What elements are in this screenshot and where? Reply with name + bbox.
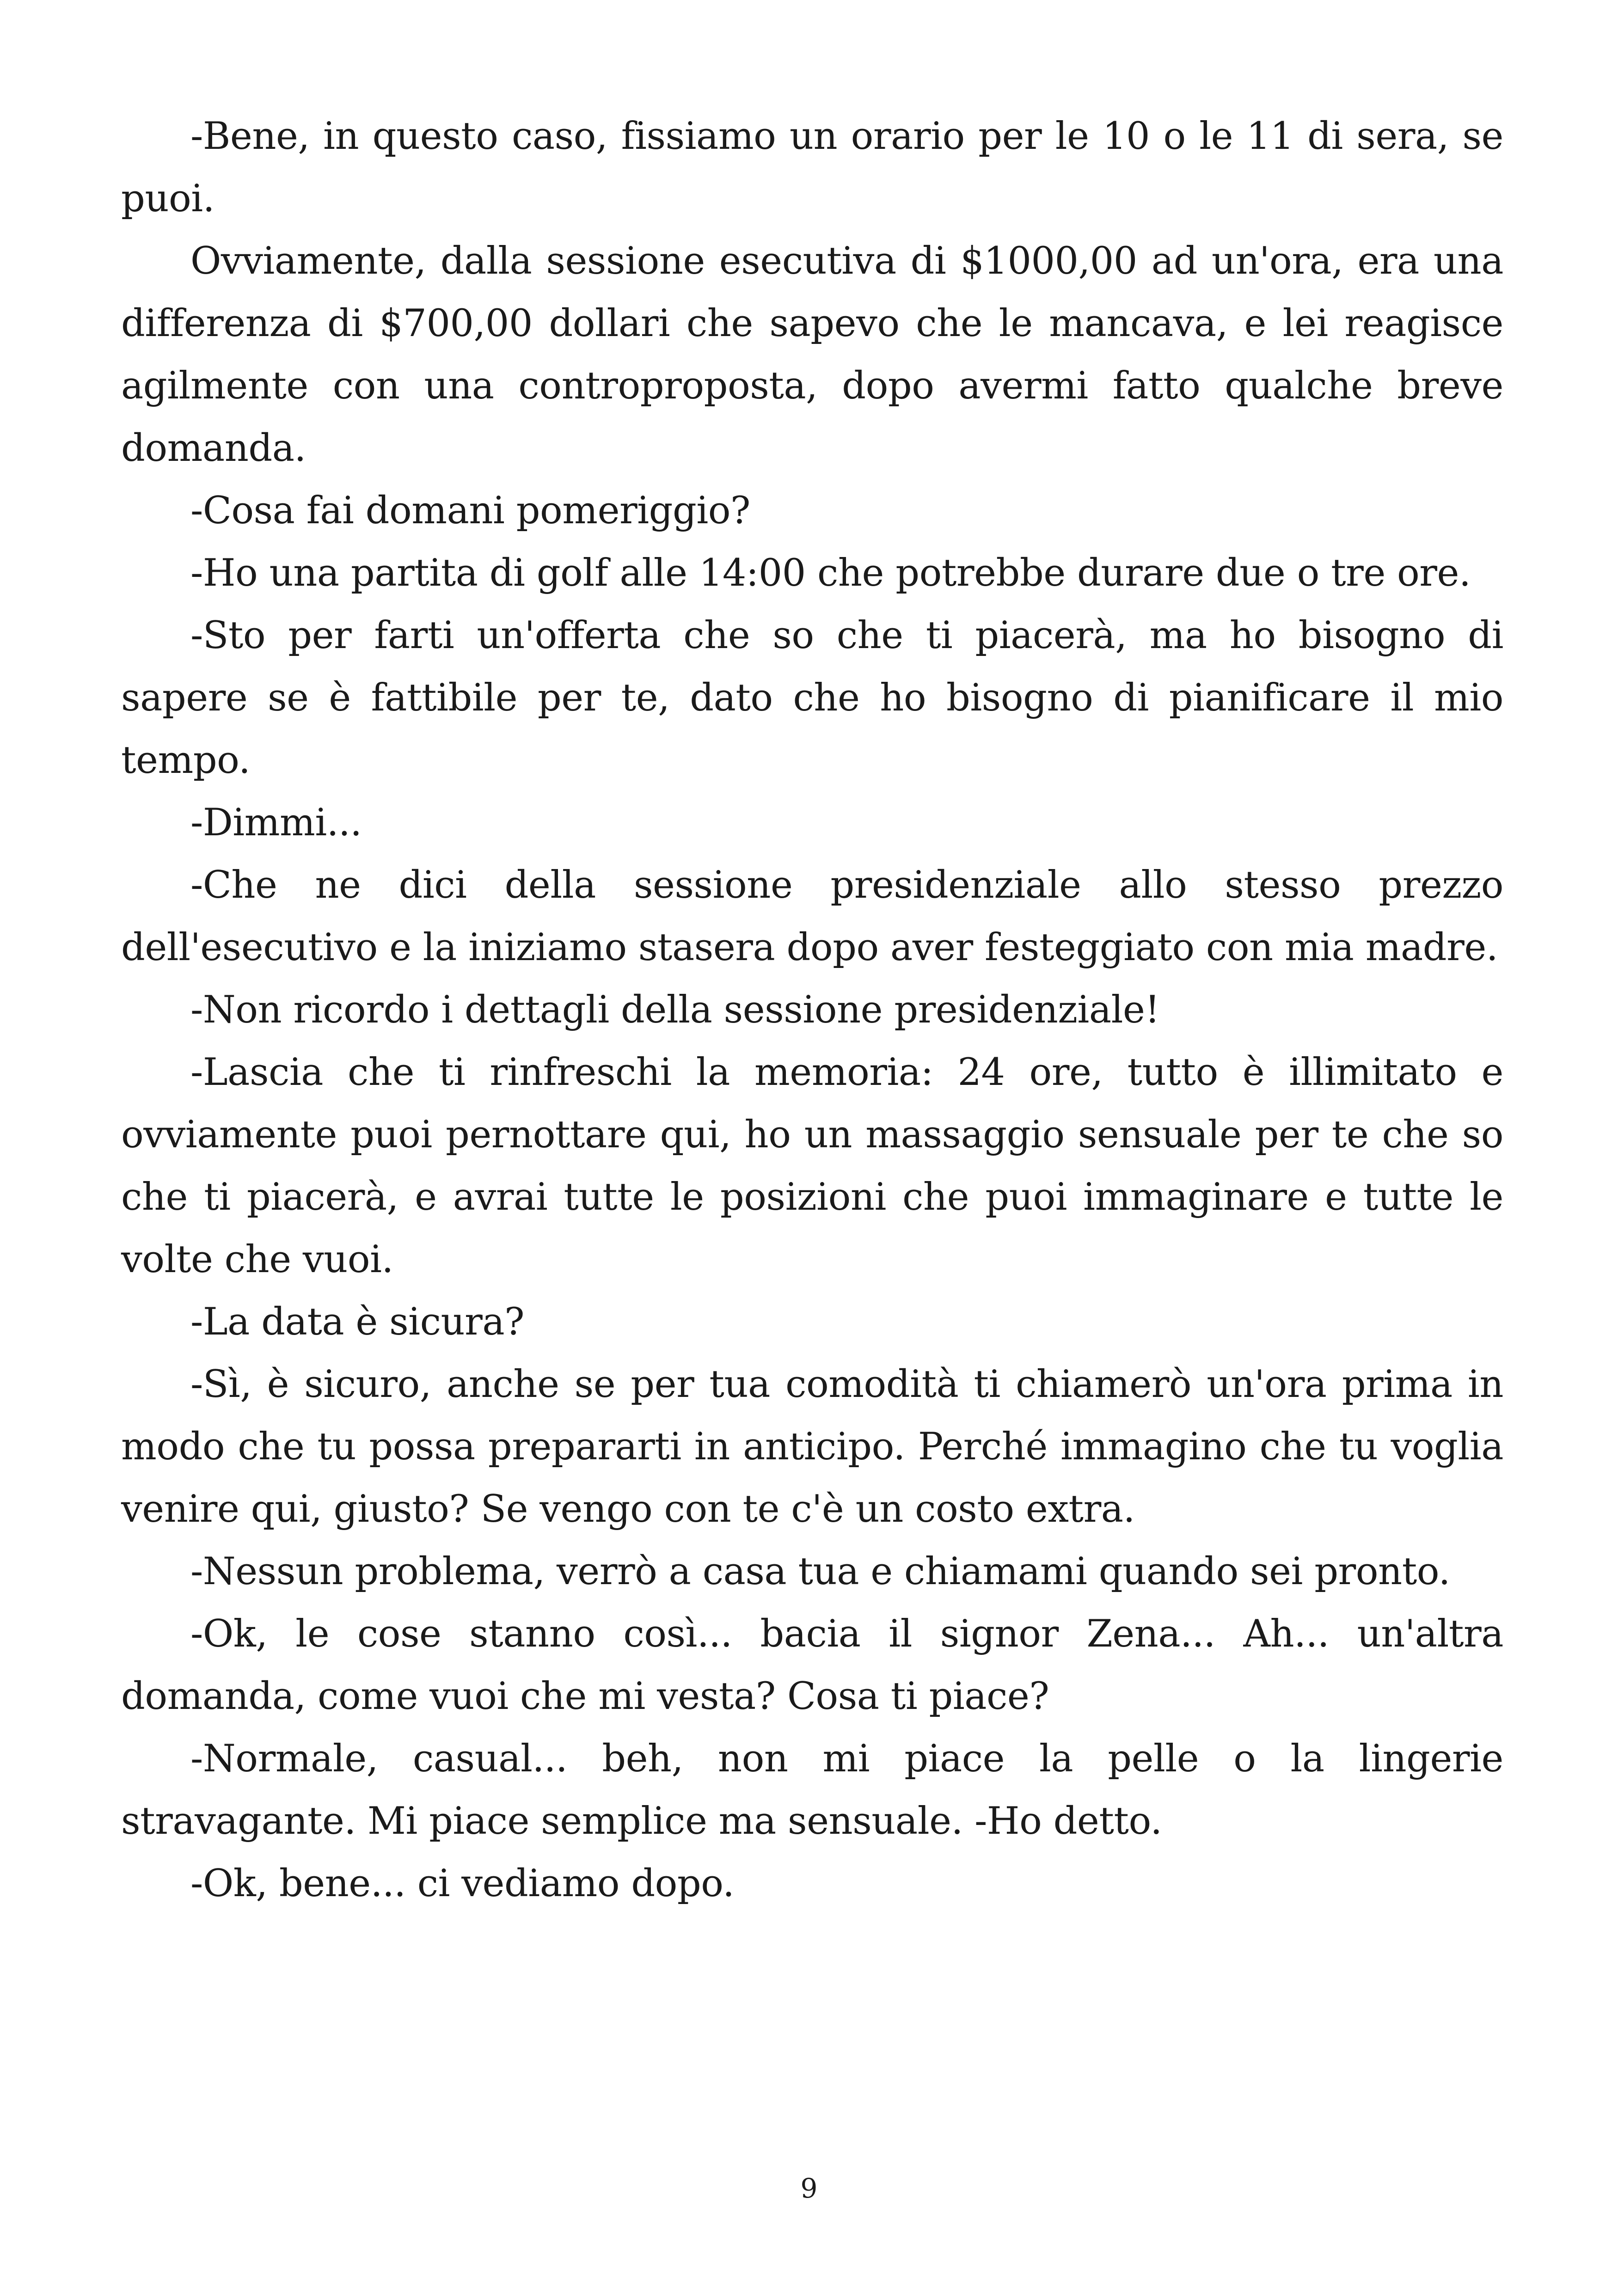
paragraph: -Lascia che ti rinfreschi la memoria: 24 ore, tutto è illimitato e ovviamente puoi pernottare qui, ho un massaggio sensuale per te che so che ti piacerà, e avrai tutte le posizioni che puoi immaginare e tutte le volte che vuoi. [121, 1051, 1503, 1281]
paragraph: -Nessun problema, verrò a casa tua e chiamami quando sei pronto. [190, 1550, 1450, 1593]
paragraph: -Normale, casual... beh, non mi piace la pelle o la lingerie stravagante. Mi piace semplice ma sensuale. -Ho detto. [121, 1737, 1503, 1843]
paragraph: -Ok, le cose stanno così... bacia il signor Zena... Ah... un'altra domanda, come vuoi che mi vesta? Cosa ti piace? [121, 1612, 1503, 1718]
body-text [121, 105, 1503, 1915]
paragraph: -Ho una partita di golf alle 14:00 che potrebbe durare due o tre ore. [190, 551, 1471, 595]
paragraph: -Ok, bene... ci vediamo dopo. [190, 1862, 735, 1905]
page-number: 9 [800, 2173, 818, 2204]
paragraph: -Non ricordo i dettagli della sessione presidenziale! [190, 988, 1160, 1032]
paragraph: -La data è sicura? [190, 1300, 525, 1344]
paragraph: -Sì, è sicuro, anche se per tua comodità ti chiamerò un'ora prima in modo che tu possa prepararti in anticipo. Perché immagino che tu voglia venire qui, giusto? Se vengo con te c'è un costo extra. [121, 1363, 1503, 1531]
paragraph: -Cosa fai domani pomeriggio? [190, 489, 750, 533]
paragraph: -Dimmi... [190, 801, 362, 845]
paragraph: -Sto per farti un'offerta che so che ti piacerà, ma ho bisogno di sapere se è fattibile per te, dato che ho bisogno di pianificare il mio tempo. [121, 614, 1503, 782]
paragraph: -Che ne dici della sessione presidenziale allo stesso prezzo dell'esecutivo e la iniziamo stasera dopo aver festeggiato con mia madre. [121, 863, 1503, 969]
paragraph: Ovviamente, dalla sessione esecutiva di $1000,00 ad un'ora, era una differenza di $700,00 dollari che sapevo che le mancava, e lei reagisce agilmente con una controproposta, dopo avermi fatto qualche breve domanda. [121, 239, 1503, 470]
paragraph: -Bene, in questo caso, fissiamo un orario per le 10 o le 11 di sera, se puoi. [121, 115, 1503, 220]
